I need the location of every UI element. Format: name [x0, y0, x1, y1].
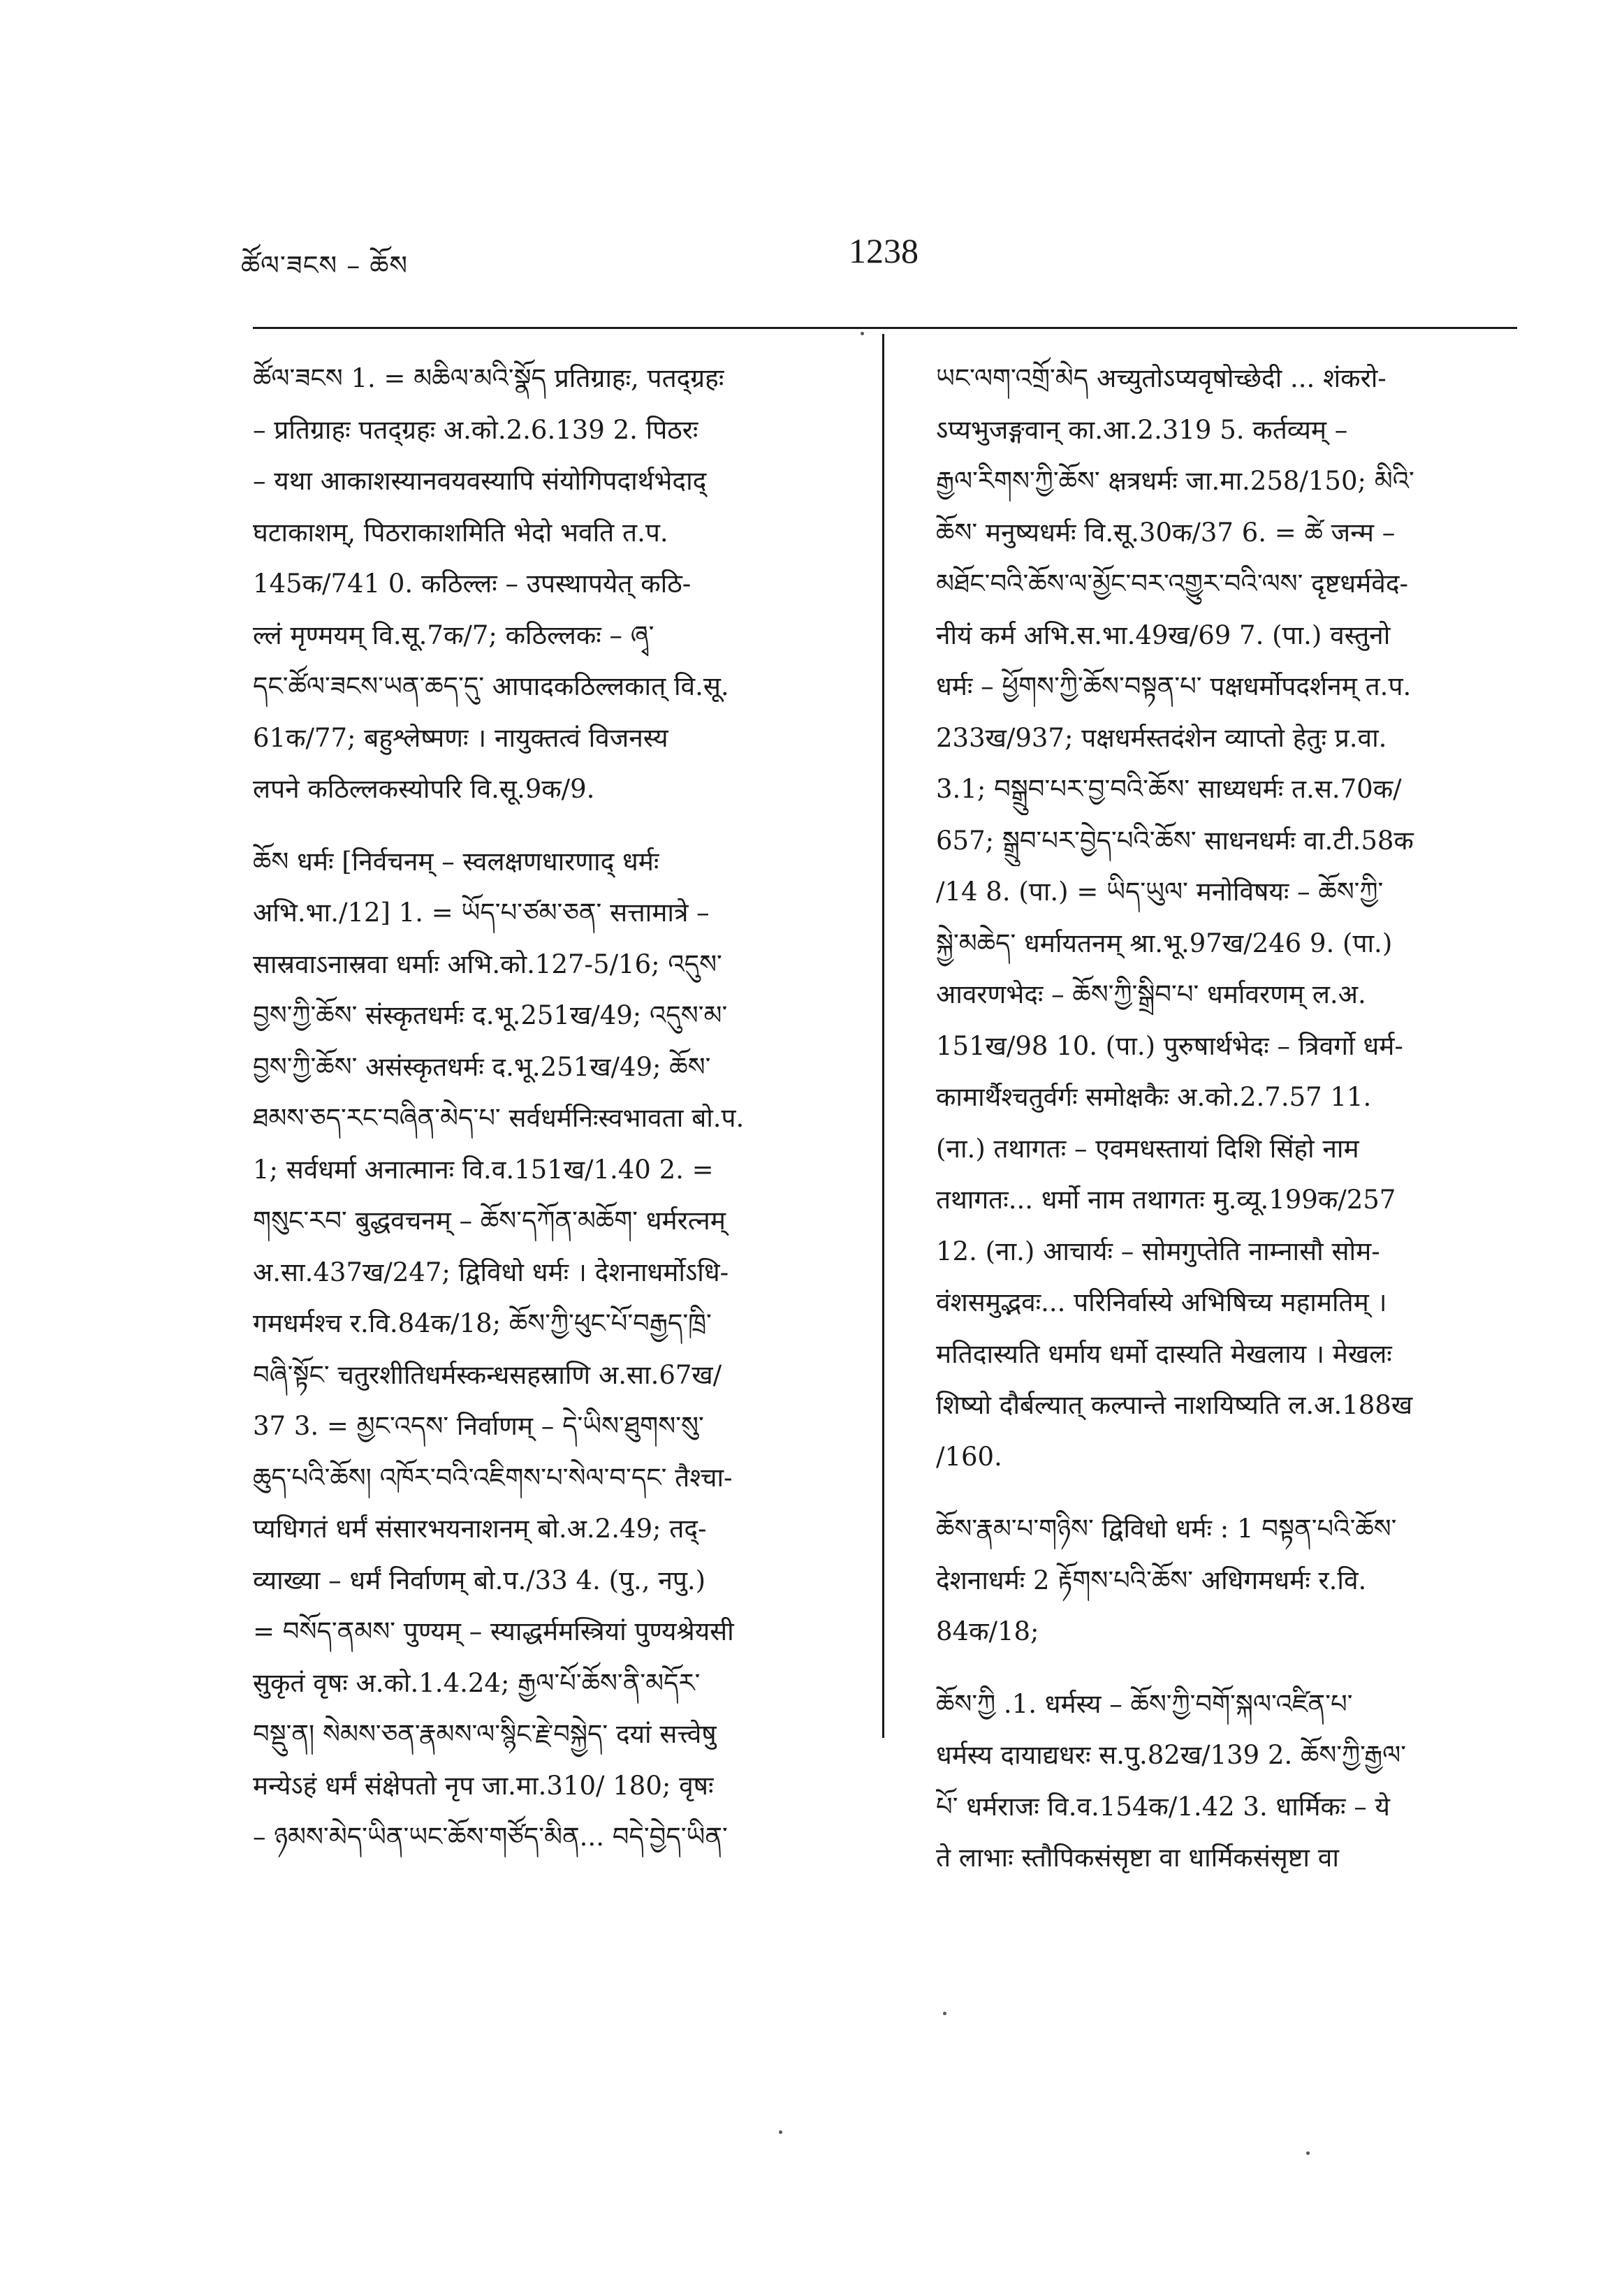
entry-line: ཡང་ལག་འགྲོ་མེད अच्युतोऽप्यवृषोच्छेदी ... शंकरो- — [936, 363, 1387, 393]
entry-line: – प्रतिग्राहः पतद्ग्रहः अ.को.2.6.139 2. पिठरः — [253, 414, 698, 445]
entry-line: 233ख/937; पक्षधर्मस्तदंशेन व्याप्तो हेतुः प्र.वा. — [936, 722, 1387, 753]
entry-line: घटाकाशम्, पिठराकाशमिति भेदो भवति त.प. — [253, 517, 668, 548]
entry-line: 657; སྒྲུབ་པར་བྱེད་པའི་ཆོས་ साधनधर्मः वा.टी.58क — [936, 825, 1414, 856]
right-column — [936, 353, 1516, 1884]
entry-line: तथागतः... धर्मो नाम तथागतः मु.व्यू.199क/257 — [936, 1185, 1396, 1215]
entry-line: अभि.भा./12] 1. = ཡོད་པ་ཙམ་ཅན་ सत्तामात्रे – — [253, 898, 710, 928]
entry-line: བསྡུ་ན། སེམས་ཅན་རྣམས་ལ་སྙིང་རྗེ་བསྐྱེད་ दयां सत्त्वेषु — [253, 1719, 717, 1749]
entry-line: ཆོས धर्मः [निर्वचनम् – स्वलक्षणधारणाद् धर्मः — [253, 846, 659, 877]
left-column — [253, 353, 861, 1863]
entry-line: /14 8. (पा.) = ཡིད་ཡུལ་ मनोविषयः – ཆོས་ཀྱི་ — [936, 877, 1384, 907]
entry-line: गमधर्मश्च र.वि.84क/18; ཆོས་ཀྱི་ཕུང་པོ་བརྒྱད་ཁྲི་ — [253, 1308, 712, 1338]
entry-line: 12. (ना.) आचार्यः – सोमगुप्तेति नाम्नासौ सोम- — [936, 1236, 1380, 1266]
entry-line: 61क/77; बहुश्लेष्मणः । नायुक्तत्वं विजनस्य — [253, 722, 668, 753]
entry-tsol-zangs — [253, 353, 861, 815]
scan-speck — [861, 332, 864, 335]
entry-line: གསུང་རབ་ बुद्धवचनम् – ཆོས་དཀོན་མཆོག་ धर्मरत्नम् — [253, 1206, 726, 1236]
entry-line: བཞི་སྟོང་ चतुरशीतिधर्मस्कन्धसहस्राणि अ.सा.67ख/ — [253, 1359, 722, 1390]
entry-line: देशनाधर्मः 2 རྟོགས་པའི་ཆོས་ अधिगमधर्मः र.वि. — [936, 1565, 1367, 1595]
entry-line: 84क/18; — [936, 1616, 1039, 1646]
entry-line: धर्मस्य दायाद्यधरः स.पु.82ख/139 2. ཆོས་ཀྱི་རྒྱལ་ — [936, 1740, 1407, 1770]
entry-line: सुकृतं वृषः अ.को.1.4.24; རྒྱལ་པོ་ཆོས་ནི་མདོར་ — [253, 1667, 701, 1698]
entry-line: ऽप्यभुजङ्गवान् का.आ.2.319 5. कर्तव्यम् – — [936, 414, 1348, 445]
entry-line: 1; सर्वधर्मा अनात्मानः वि.व.151ख/1.40 2. = — [253, 1154, 714, 1185]
scan-speck — [779, 2130, 782, 2134]
entry-chos-rnam-pa-gnyis — [936, 1503, 1516, 1658]
entry-line: 3.1; བསྒྲུབ་པར་བྱ་བའི་ཆོས་ साध्यधर्मः त.स.70क/ — [936, 774, 1402, 804]
entry-line: – ཉམས་མེད་ཡིན་ཡང་ཆོས་གཙོད་མིན... བདེ་བྱེད་ཡིན་ — [253, 1822, 728, 1852]
running-head: ཚོལ་ཟངས – ཆོས — [241, 250, 409, 281]
column-divider — [882, 334, 884, 1738]
entry-spacer — [253, 815, 861, 836]
entry-spacer — [936, 1482, 1516, 1503]
entry-spacer — [936, 1658, 1516, 1679]
entry-line: धर्मः – ཕྱོགས་ཀྱི་ཆོས་བསྟན་པ་ पक्षधर्मोपदर्शनम् त.प. — [936, 671, 1412, 701]
entry-line: ཚོལ་ཟངས 1. = མཆིལ་མའི་སྣོད प्रतिग्राहः, पतद्ग्रहः — [253, 363, 724, 393]
entry-line: ཆུད་པའི་ཆོས། འཁོར་བའི་འཇིགས་པ་སེལ་བ་དང་ तैश्चा- — [253, 1462, 733, 1493]
entry-line: /160. — [936, 1441, 1002, 1472]
entry-line: ཆོས་རྣམ་པ་གཉིས་ द्विविधो धर्मः : 1 བསྟན་པའི་ཆོས་ — [936, 1514, 1397, 1544]
entry-line: व्याख्या – धर्मं निर्वाणम् बो.प./33 4. (पु., नपु.) — [253, 1565, 706, 1595]
entry-chos-continued — [936, 353, 1516, 1482]
page-number: 1238 — [849, 231, 919, 270]
entry-line: सास्रवाऽनास्रवा धर्माः अभि.को.127-5/16; འདུས་ — [253, 949, 722, 979]
scan-speck — [943, 2012, 946, 2015]
entry-line: लपने कठिल्लकस्योपरि वि.सू.9क/9. — [253, 774, 595, 804]
entry-line: མཐོང་བའི་ཆོས་ལ་མྱོང་བར་འགྱུར་བའི་ལས་ दृष्टधर्मवेद- — [936, 569, 1408, 599]
entry-line: 37 3. = མྱང་འདས་ निर्वाणम् – དེ་ཡིས་ཐུགས་སུ་ — [253, 1411, 704, 1441]
entry-line: 151ख/98 10. (पा.) पुरुषार्थभेदः – त्रिवर्गो धर्म- — [936, 1030, 1403, 1061]
entry-line: 145क/741 0. कठिल्लः – उपस्थापयेत् कठि- — [253, 569, 692, 599]
entry-line: आवरणभेदः – ཆོས་ཀྱི་སྒྲིབ་པ་ धर्मावरणम् ल.अ. — [936, 979, 1366, 1009]
entry-line: मतिदास्यति धर्माय धर्मो दास्यति मेखलाय । मेखलः — [936, 1338, 1392, 1369]
entry-line: प्यधिगतं धर्मं संसारभयनाशनम् बो.अ.2.49; तद्- — [253, 1514, 707, 1544]
entry-line: ཐམས་ཅད་རང་བཞིན་མེད་པ་ सर्वधर्मनिःस्वभावता बो.प. — [253, 1103, 745, 1133]
entry-line: नीयं कर्म अभि.स.भा.49ख/69 7. (पा.) वस्तुनो — [936, 620, 1391, 650]
entry-line: པོ་ धर्मराजः वि.व.154क/1.42 3. धार्मिकः – ये — [936, 1791, 1390, 1822]
entry-line: अ.सा.437ख/247; द्विविधो धर्मः । देशनाधर्मोऽधि- — [253, 1257, 729, 1287]
entry-line: ཆོས་ཀྱི .1. धर्मस्य – ཆོས་ཀྱི་བགོ་སྐལ་འཛིན་པ་ — [936, 1688, 1353, 1719]
entry-line: वंशसमुद्भवः... परिनिर्वास्ये अभिषिच्य महामतिम् । — [936, 1287, 1387, 1317]
entry-line: བྱས་ཀྱི་ཆོས་ संस्कृतधर्मः द.भू.251ख/49; འདུས་མ་ — [253, 1000, 728, 1030]
entry-chos — [253, 836, 861, 1863]
entry-line: – यथा आकाशस्यानवयवस्यापि संयोगिपदार्थभेदाद् — [253, 466, 707, 496]
entry-line: བྱས་ཀྱི་ཆོས་ असंस्कृतधर्मः द.भू.251ख/49; ཆོས་ — [253, 1051, 711, 1082]
entry-line: ल्लं मृण्मयम् वि.सू.7क/7; कठिल्लकः – ཞྭ་ — [253, 620, 654, 650]
scan-speck — [1306, 2151, 1310, 2155]
entry-line: कामार्थैश्चतुर्वर्गः समोक्षकैः अ.को.2.7.57 11. — [936, 1082, 1372, 1112]
entry-line: शिष्यो दौर्बल्यात् कल्पान्ते नाशयिष्यति ल.अ.188ख — [936, 1390, 1413, 1420]
entry-line: = བསོད་ནམས་ पुण्यम् – स्याद्धर्ममस्त्रियां पुण्यश्रेयसी — [253, 1616, 734, 1646]
entry-line: དང་ཚོལ་ཟངས་ཡན་ཆད་དུ་ आपादकठिल्लकात् वि.सू. — [253, 671, 729, 701]
entry-line: སྐྱེ་མཆེད་ धर्मायतनम् श्रा.भू.97ख/246 9. (पा.) — [936, 928, 1393, 958]
entry-line: (ना.) तथागतः – एवमधस्तायां दिशि सिंहो नाम — [936, 1133, 1359, 1164]
entry-line: ते लाभाः स्तौपिकसंसृष्टा वा धार्मिकसंसृष्टा वा — [936, 1843, 1339, 1873]
entry-chos-kyi — [936, 1679, 1516, 1884]
entry-line: ཆོས་ मनुष्यधर्मः वि.सू.30क/37 6. = ཚེ जन्म – — [936, 517, 1396, 548]
entry-line: རྒྱལ་རིགས་ཀྱི་ཆོས་ क्षत्रधर्मः जा.मा.258/150; མིའི་ — [936, 466, 1414, 496]
entry-line: मन्येऽहं धर्मं संक्षेपतो नृप जा.मा.310/ 180; वृषः — [253, 1770, 714, 1801]
header-rule — [253, 327, 1517, 329]
